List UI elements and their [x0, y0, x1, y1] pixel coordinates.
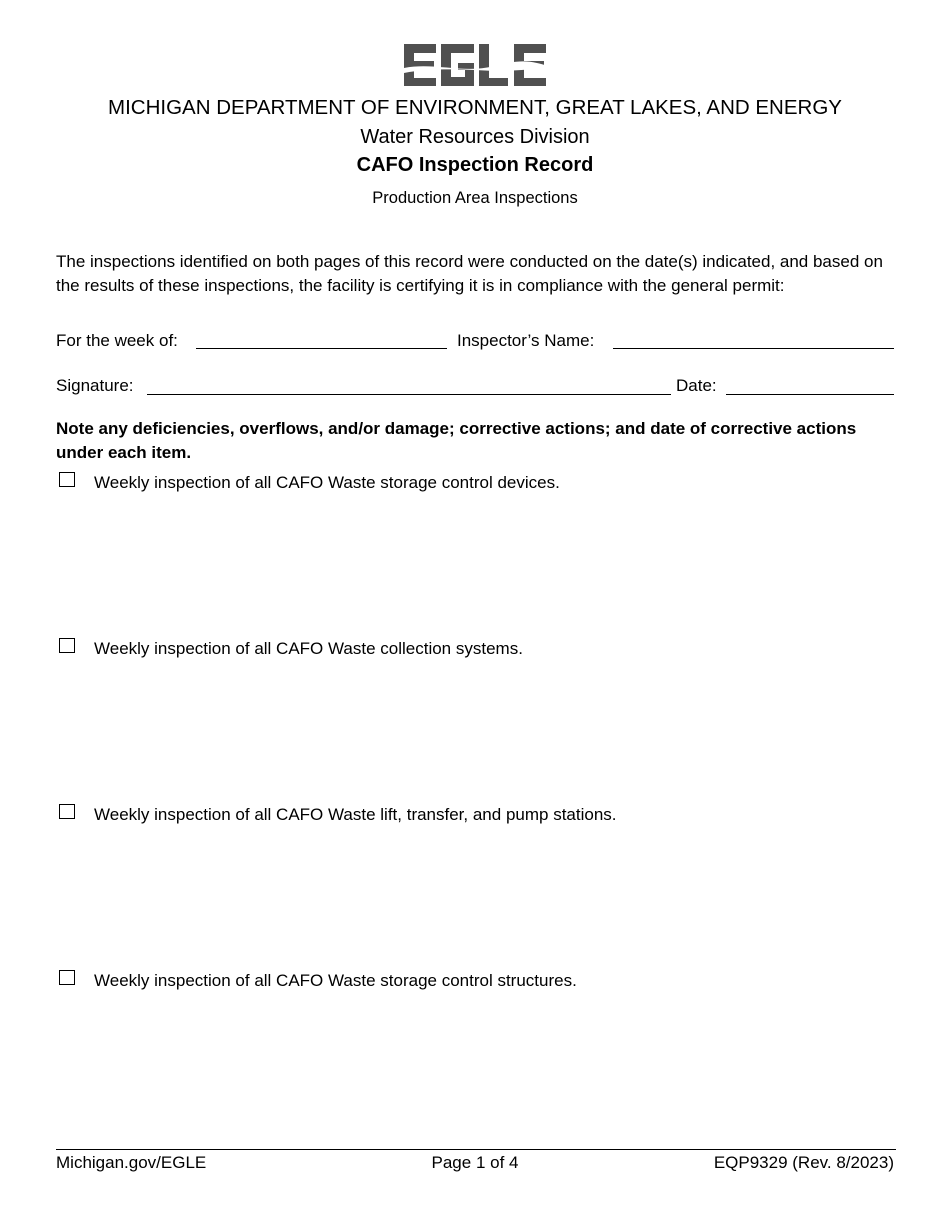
- page-subtitle: Production Area Inspections: [372, 189, 578, 207]
- footer-website: Michigan.gov/EGLE: [56, 1153, 207, 1172]
- footer-divider: [56, 1149, 896, 1150]
- signature-label: Signature:: [56, 376, 134, 395]
- page-title: CAFO Inspection Record: [356, 154, 594, 176]
- department-name: MICHIGAN DEPARTMENT OF ENVIRONMENT, GREAT LAKES, AND ENERGY: [108, 96, 842, 119]
- item-checkbox[interactable]: [59, 970, 75, 985]
- signature-input-line[interactable]: [147, 394, 671, 395]
- item-label: Weekly inspection of all CAFO Waste collection systems.: [94, 639, 523, 658]
- item-label: Weekly inspection of all CAFO Waste storage control structures.: [94, 971, 577, 990]
- item-checkbox[interactable]: [59, 804, 75, 819]
- week-input-line[interactable]: [196, 348, 447, 349]
- item-label: Weekly inspection of all CAFO Waste lift, transfer, and pump stations.: [94, 805, 617, 824]
- date-label: Date:: [676, 376, 717, 395]
- division-name: Water Resources Division: [360, 126, 590, 148]
- date-input-line[interactable]: [726, 394, 894, 395]
- page-number: Page 1 of 4: [431, 1153, 519, 1172]
- inspector-name-label: Inspector’s Name:: [457, 331, 595, 350]
- egle-logo: [404, 44, 548, 90]
- item-label: Weekly inspection of all CAFO Waste storage control devices.: [94, 473, 560, 492]
- week-label: For the week of:: [56, 331, 178, 350]
- inspector-name-input-line[interactable]: [613, 348, 894, 349]
- item-checkbox[interactable]: [59, 638, 75, 653]
- instructions-note: Note any deficiencies, overflows, and/or damage; corrective actions; and date of corrective actions under each item.: [56, 419, 857, 462]
- form-id: EQP9329 (Rev. 8/2023): [713, 1153, 894, 1172]
- certification-statement: The inspections identified on both pages of this record were conducted on the date(s) indicated, and based on the results of these inspections, the facility is certifying it is in compliance with the general permit:: [56, 252, 883, 295]
- item-checkbox[interactable]: [59, 472, 75, 487]
